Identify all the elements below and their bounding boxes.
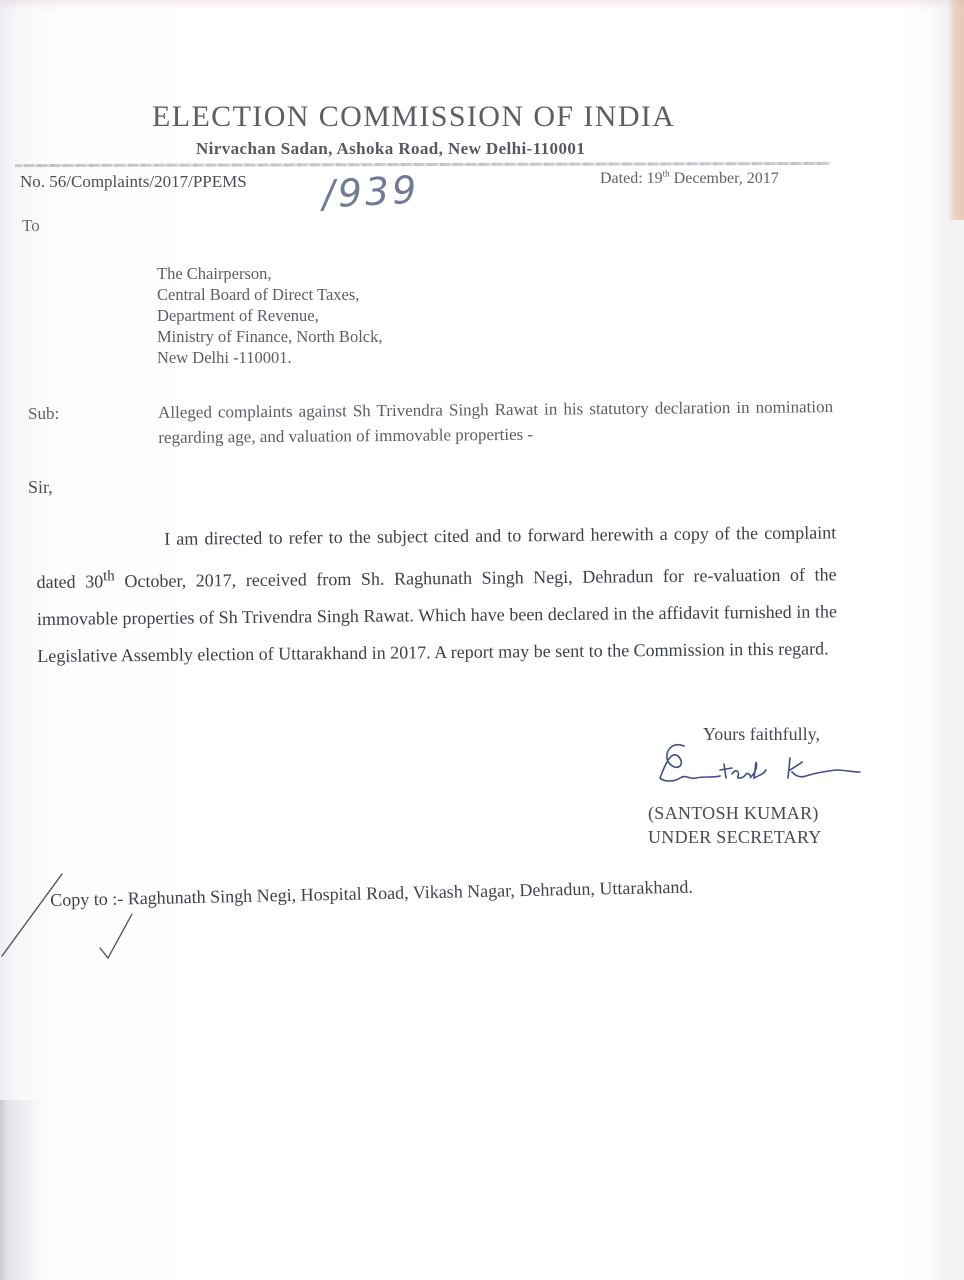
body-part-1: I am directed to refer to the subject cited and to forward herewith a copy of the complaint dated 30 bbox=[36, 522, 837, 592]
recipient-line: The Chairperson, bbox=[157, 264, 272, 283]
to-label: To bbox=[22, 216, 40, 235]
date-month-year: December, 2017 bbox=[673, 170, 779, 187]
recipient-line: New Delhi -110001. bbox=[157, 348, 292, 367]
paper-edge-right bbox=[948, 0, 964, 220]
letter-body bbox=[36, 514, 837, 675]
letterhead-organization: ELECTION COMMISSION OF INDIA bbox=[152, 100, 676, 133]
signature-icon bbox=[640, 738, 870, 798]
recipient-line: Central Board of Direct Taxes, bbox=[157, 285, 360, 304]
paper-edge-left bbox=[0, 1100, 40, 1280]
date-day: 19 bbox=[646, 170, 663, 187]
complimentary-close: Yours faithfully, bbox=[703, 724, 821, 744]
signer-designation: UNDER SECRETARY bbox=[648, 827, 822, 847]
letter-date bbox=[600, 170, 779, 188]
date-day-suffix: th bbox=[662, 168, 670, 179]
copy-to: Copy to :- Raghunath Singh Negi, Hospital Road, Vikash Nagar, Dehradun, Uttarakhand. bbox=[50, 876, 694, 910]
recipient-line: Department of Revenue, bbox=[157, 306, 319, 325]
letterhead-address: Nirvachan Sadan, Ashoka Road, New Delhi-110001 bbox=[196, 139, 586, 158]
salutation: Sir, bbox=[28, 477, 53, 497]
paper-tint bbox=[0, 0, 964, 10]
subject-label: Sub: bbox=[28, 404, 60, 423]
date-label: Dated: bbox=[600, 170, 643, 187]
recipient-line: Ministry of Finance, North Bolck, bbox=[157, 327, 383, 346]
letterhead-divider bbox=[15, 162, 830, 167]
reference-number: No. 56/Complaints/2017/PPEMS bbox=[20, 172, 247, 191]
checkmark-icon bbox=[0, 872, 160, 972]
signer-name: (SANTOSH KUMAR) bbox=[648, 803, 819, 823]
ordinal-suffix: th bbox=[103, 568, 115, 585]
recipient-address bbox=[157, 263, 382, 368]
handwritten-dispatch-number: /939 bbox=[320, 167, 421, 217]
body-part-2: October, 2017, received from Sh. Raghunath Singh Negi, Dehradun for re-valuation of the immovable properties of Sh Trivendra Singh Rawat. Which have been declared in the affidavit furnished in the Legislative Assembly election of Uttarakhand in 2017. A report may be sent to the Commission in this regard. bbox=[36, 564, 837, 666]
subject-text: Alleged complaints against Sh Trivendra Singh Rawat in his statutory declaration in nomination regarding age, and valuation of immovable properties - bbox=[158, 397, 834, 447]
